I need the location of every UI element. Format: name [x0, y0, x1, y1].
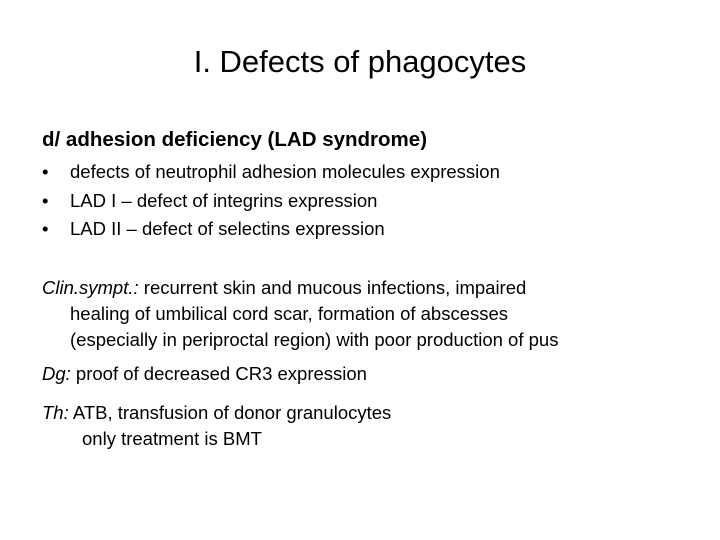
diagnosis-text: proof of decreased CR3 expression — [70, 363, 367, 384]
bullet-text: LAD II – defect of selectins expression — [70, 218, 385, 239]
therapy-text: ATB, transfusion of donor granulocytes — [68, 402, 392, 423]
clinical-symptoms-text: recurrent skin and mucous infections, impaired — [138, 277, 527, 298]
clinical-symptoms-label: Clin.sympt.: — [42, 277, 139, 298]
therapy-line-1 — [42, 400, 391, 426]
section-heading: d/ adhesion deficiency (LAD syndrome) — [42, 128, 428, 151]
list-item — [42, 215, 500, 244]
clinical-symptoms-paragraph — [42, 275, 558, 353]
clinical-symptoms-line-3: (especially in periproctal region) with poor production of pus — [70, 329, 559, 350]
slide-title: I. Defects of phagocytes — [193, 44, 527, 79]
bullet-text: LAD I – defect of integrins expression — [70, 189, 378, 211]
bullet-icon: • — [42, 218, 49, 239]
bullet-icon: • — [42, 161, 49, 182]
bullet-icon: • — [42, 189, 49, 211]
diagnosis-label: Dg: — [42, 363, 71, 384]
list-item — [42, 158, 500, 187]
clinical-symptoms-line-2: healing of umbilical cord scar, formation of abscesses — [70, 303, 509, 324]
diagnosis-paragraph — [42, 361, 367, 387]
clinical-symptoms-line-1 — [42, 275, 558, 301]
list-item — [42, 187, 500, 216]
therapy-paragraph — [42, 400, 391, 452]
therapy-label: Th: — [42, 402, 69, 423]
therapy-line-2: only treatment is BMT — [82, 428, 262, 449]
bullet-list — [42, 158, 500, 244]
bullet-text: defects of neutrophil adhesion molecules expression — [70, 161, 500, 182]
